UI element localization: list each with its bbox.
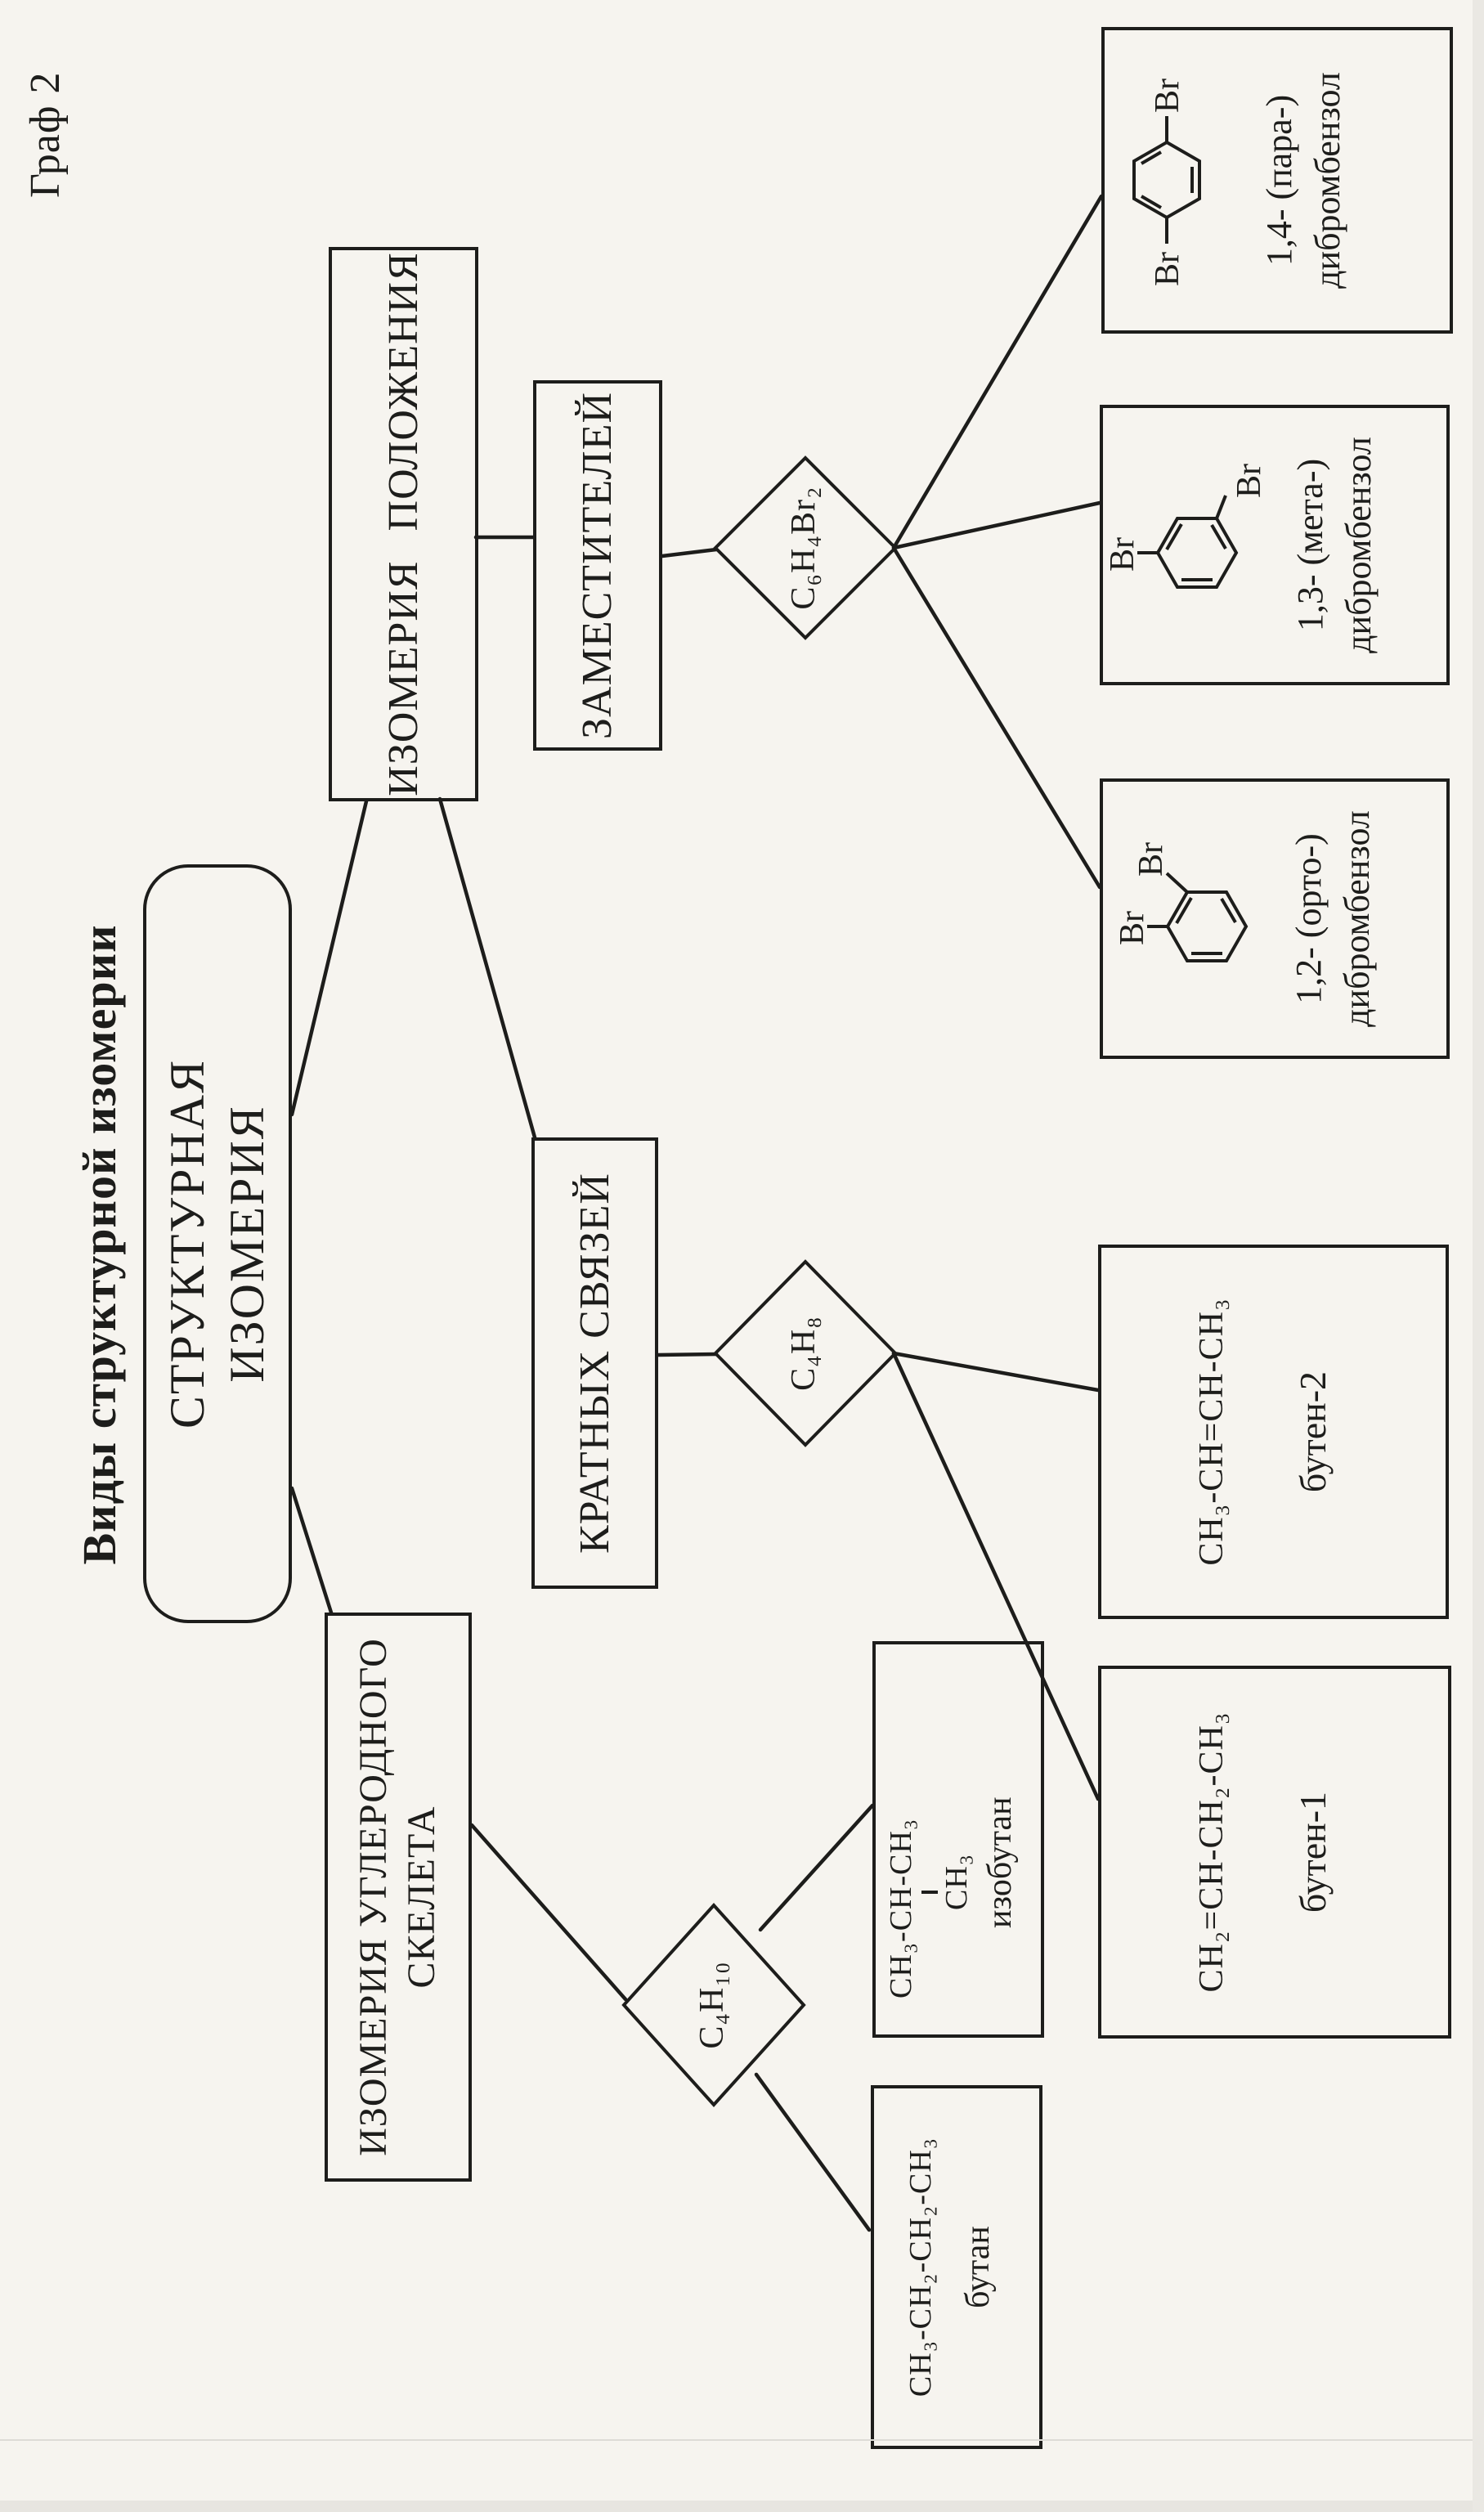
leaf-meta-line1: 1,3- (мета-) — [1290, 458, 1330, 632]
diamond-c6h4br2-label: C₆H₄Br₂ — [785, 486, 823, 610]
br-label-upper-right: Br — [1132, 842, 1170, 877]
edge-substituents-diamond — [662, 550, 716, 556]
node-skeleton-line2: СКЕЛЕТА — [400, 1806, 443, 1989]
edge-diamond-meta — [894, 503, 1100, 548]
edge-diamond-isobutane — [760, 1806, 872, 1930]
edge-diamond-butane — [756, 2075, 869, 2230]
leaf-para-line1: 1,4- (пара-) — [1259, 94, 1299, 267]
butane-name: бутан — [959, 2226, 998, 2308]
br-label-top: Br — [1104, 537, 1141, 572]
node-substituents-label: ЗАМЕСТИТЕЛЕЙ — [574, 391, 621, 740]
leaf-isobutane — [872, 1641, 1044, 2038]
edge-position-multiplebonds — [440, 799, 535, 1137]
benzene-ring-para-structure — [1124, 71, 1209, 290]
butene1-name: бутен-1 — [1292, 1791, 1334, 1913]
node-multiple-bonds — [531, 1137, 658, 1589]
leaf-ortho-line1: 1,2- (орто-) — [1289, 833, 1329, 1004]
butane-formula: CH₃-CH₂-CH₂-CH₃ — [903, 2137, 938, 2398]
edge-root-skeleton — [292, 1488, 331, 1613]
butene1-formula: CH₂=CH-CH₂-CH₃ — [1193, 1711, 1231, 1993]
leaf-para-dibromobenzene — [1101, 27, 1453, 334]
scan-edge-shadow-bottom — [1473, 0, 1484, 2512]
benzene-ring-meta-structure — [1104, 460, 1271, 631]
leaf-ortho-dibromobenzene — [1100, 778, 1450, 1059]
butene2-formula: CH₃-CH=CH-CH₃ — [1193, 1298, 1231, 1566]
edge-root-position — [292, 801, 366, 1115]
node-skeleton-line1: ИЗОМЕРИЯ УГЛЕРОДНОГО — [352, 1638, 396, 2156]
node-structural-isomerism — [143, 864, 292, 1623]
leaf-ortho-line2: дибромбензол — [1337, 810, 1378, 1027]
edge-diamond-butene2 — [894, 1353, 1098, 1390]
edge-diamond-para — [894, 196, 1101, 548]
br-label-right: Br — [1149, 78, 1186, 114]
leaf-butane — [871, 2085, 1042, 2449]
node-carbon-skeleton-isomerism — [325, 1613, 472, 2182]
leaf-butene-2 — [1098, 1245, 1449, 1619]
leaf-para-line2: дибромбензол — [1307, 72, 1348, 289]
isobutane-formula: CH₃-CH-CH₃ — [884, 1818, 918, 1998]
corner-label: Граф 2 — [22, 71, 69, 198]
node-position-label: ИЗОМЕРИЯ ПОЛОЖЕНИЯ — [379, 252, 427, 796]
br-label-top: Br — [1114, 911, 1151, 946]
edge-skeleton-diamond — [472, 1825, 625, 1999]
diamond-c4h8-label: C₄H₈ — [785, 1316, 823, 1391]
root-line1: СТРУКТУРНАЯ — [159, 1058, 214, 1429]
butene2-name: бутен-2 — [1292, 1370, 1334, 1493]
isobutane-branch-bond — [921, 1891, 938, 1894]
root-line2: ИЗОМЕРИЯ — [220, 1105, 274, 1383]
isobutane-name: изобутан — [980, 1797, 1019, 1928]
scan-artifact-line — [0, 2439, 1484, 2441]
node-substituents — [533, 380, 662, 751]
benzene-ring-ortho-structure — [1111, 833, 1271, 1005]
page-title: Виды структурной изомерии — [73, 924, 126, 1565]
leaf-meta-line2: дибромбензол — [1338, 437, 1379, 653]
br-label-right: Br — [1231, 464, 1268, 499]
edge-multiplebonds-diamond — [658, 1354, 716, 1355]
node-position-isomerism — [329, 247, 478, 801]
leaf-meta-dibromobenzene — [1100, 405, 1450, 685]
leaf-butene-1 — [1098, 1666, 1451, 2039]
node-multiple-bonds-label: КРАТНЫХ СВЯЗЕЙ — [571, 1173, 618, 1554]
diamond-c4h10-label: C₄H₁₀ — [693, 1961, 731, 2049]
edge-diamond-ortho — [894, 548, 1100, 887]
br-label-left: Br — [1149, 252, 1186, 287]
scan-edge-shadow — [0, 2501, 1484, 2512]
isobutane-branch: CH₃ — [939, 1853, 975, 1910]
